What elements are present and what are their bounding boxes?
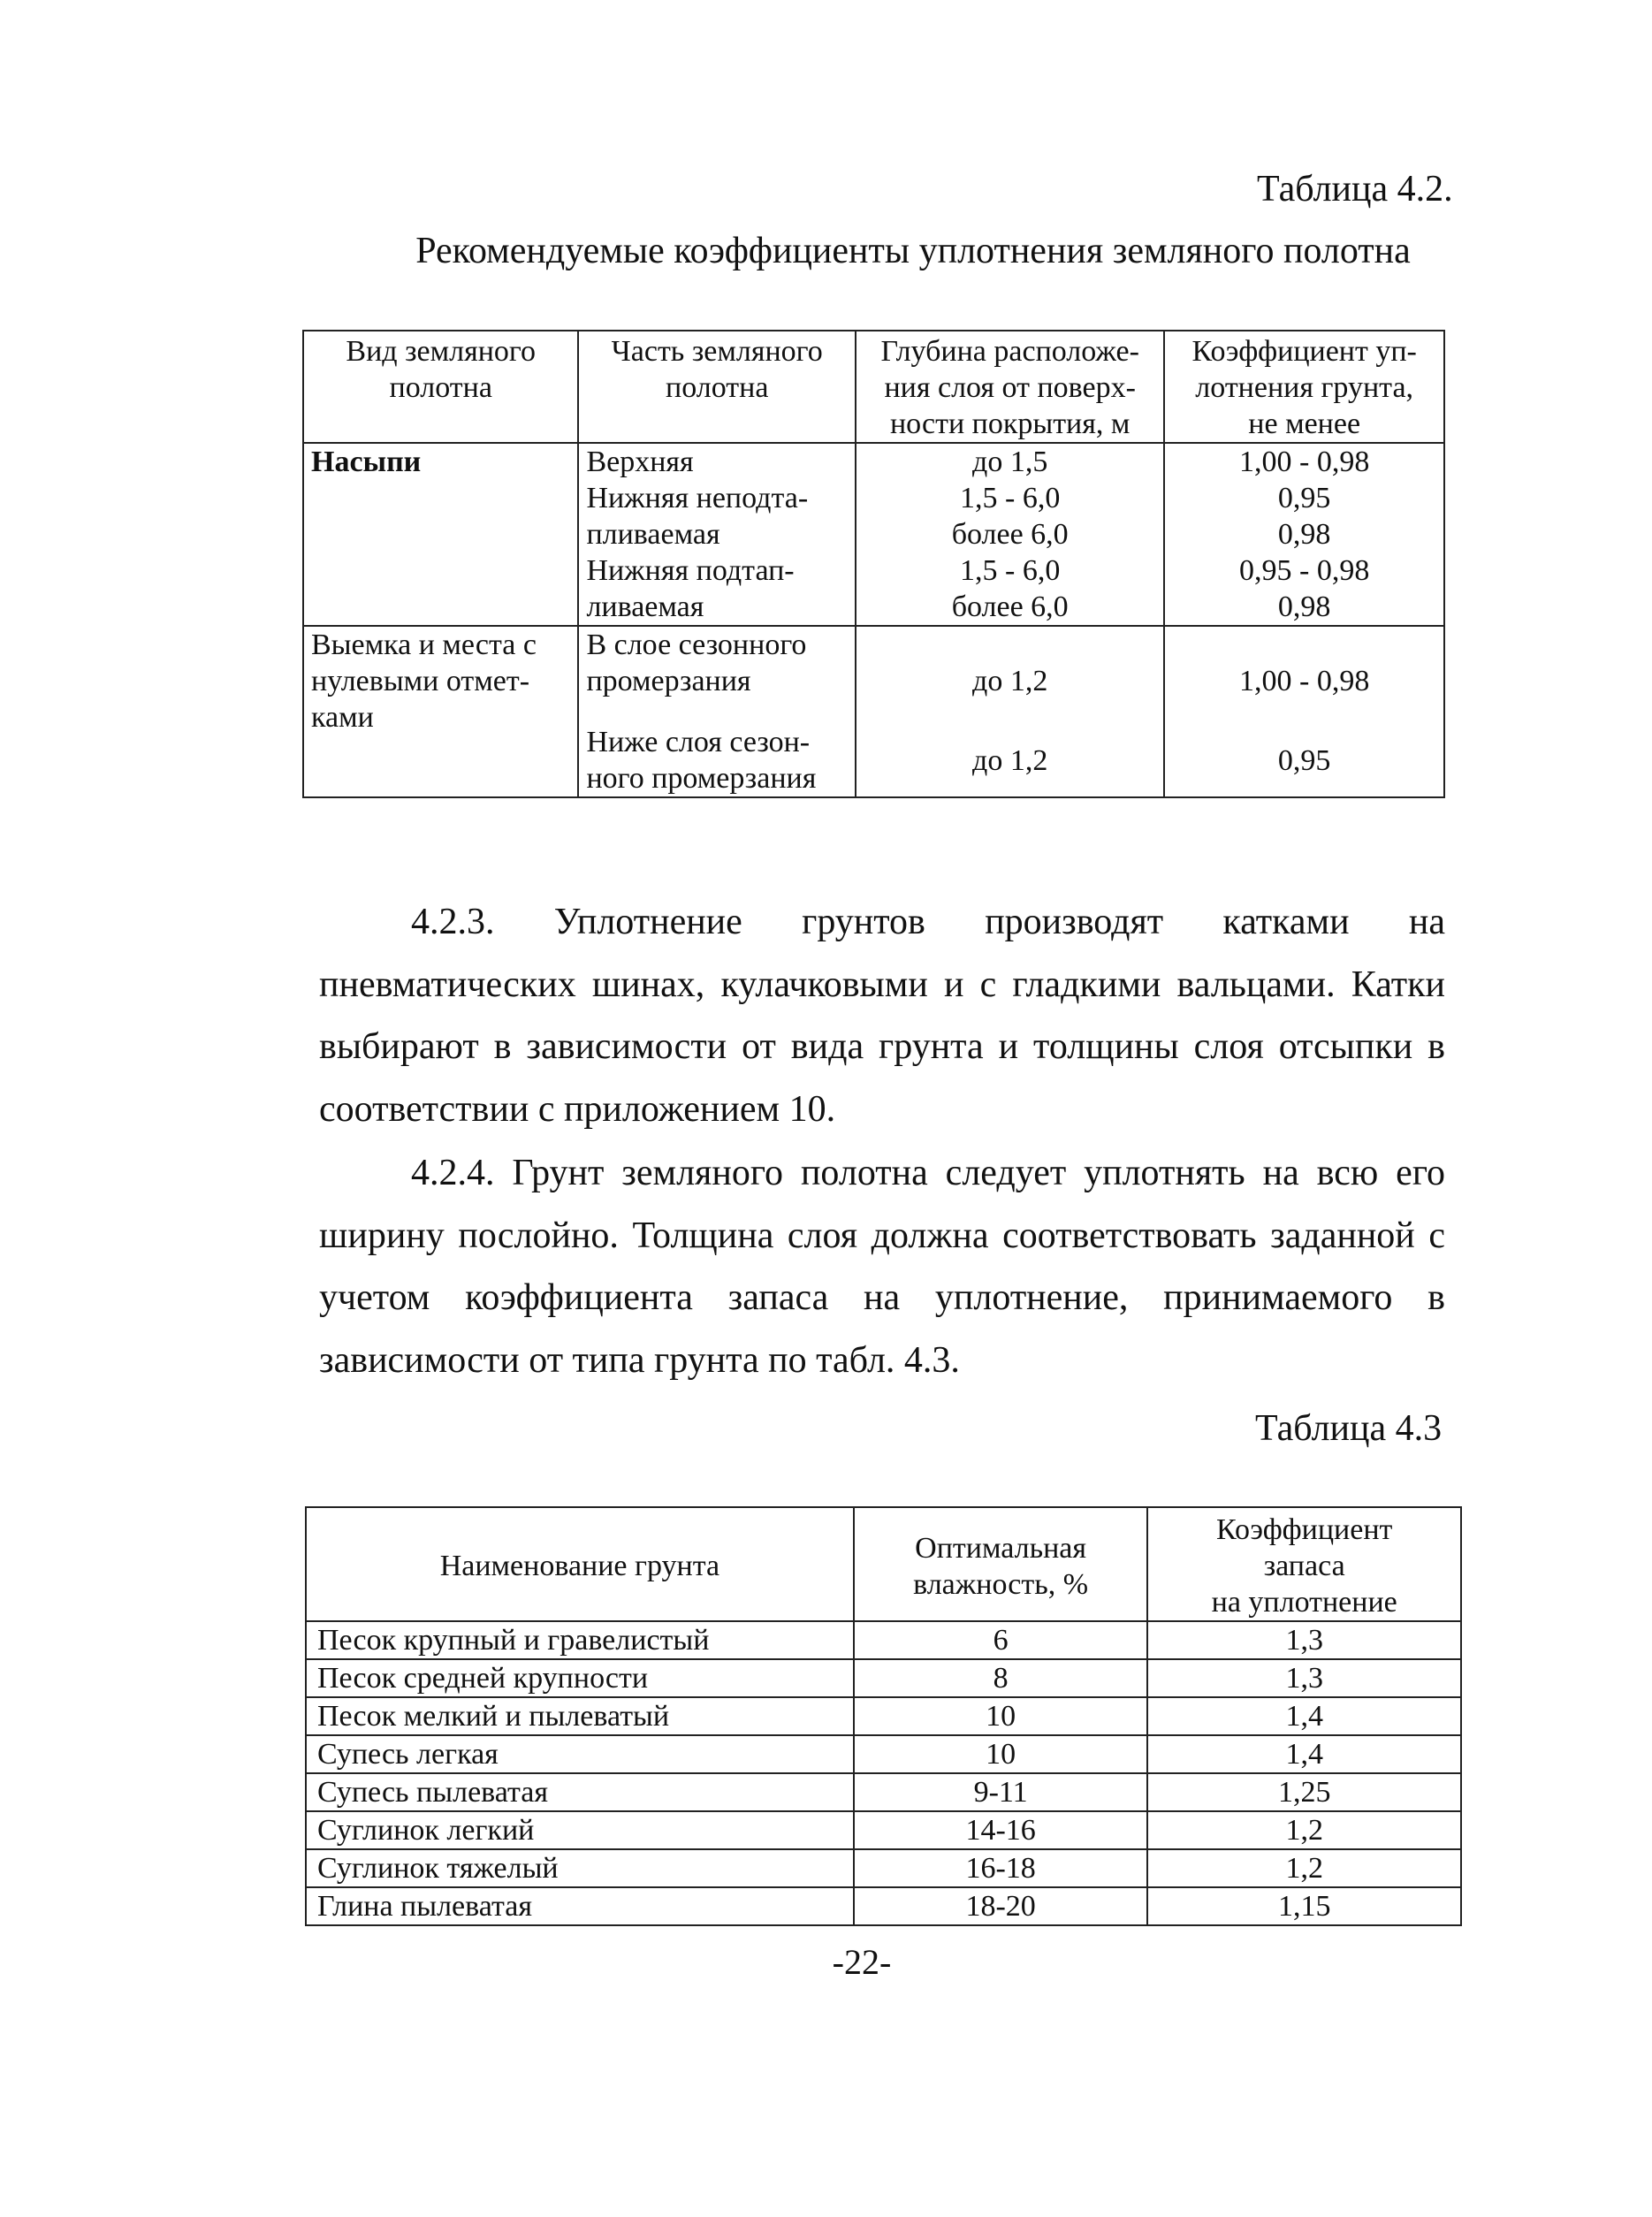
coefficient-cell: 1,00 - 0,98 <box>1164 626 1444 724</box>
moisture-cell: 16-18 <box>854 1849 1148 1887</box>
table-row <box>306 1697 1461 1735</box>
table-row <box>306 1773 1461 1811</box>
depth-cell: до 1,2 <box>856 626 1164 724</box>
table-row <box>303 443 1444 626</box>
table-4-2-caption: Таблица 4.2. <box>1257 169 1453 210</box>
coefficient-cell: 1,2 <box>1147 1849 1461 1887</box>
coefficient-cell: 1,4 <box>1147 1697 1461 1735</box>
moisture-cell: 10 <box>854 1697 1148 1735</box>
table-4-2-header-row <box>303 331 1444 443</box>
part-cell: Ниже слоя сезон- ного промерзания <box>578 724 856 797</box>
header-depth: Глубина расположе- ния слоя от поверх- ности покрытия, м <box>856 331 1164 443</box>
depth-cell: до 1,2 <box>856 724 1164 797</box>
coefficient-cell: 1,15 <box>1147 1887 1461 1925</box>
coefficient-cell: 1,2 <box>1147 1811 1461 1849</box>
part-cell: Верхняя Нижняя неподта- пливаемая Нижняя подтап- ливаемая <box>578 443 856 626</box>
table-row <box>306 1621 1461 1659</box>
part-cell: В слое сезонного промерзания <box>578 626 856 724</box>
table-4-3 <box>305 1506 1462 1926</box>
soil-name-cell: Песок средней крупности <box>306 1659 854 1697</box>
paragraph-4-2-4: 4.2.4. Грунт земляного полотна следует уплотнять на всю его ширину послойно. Толщина слоя должна соответствовать заданной с учетом коэффициента запаса на уплотнение, принимаемого в зависимости от типа грунта по табл. 4.3. <box>319 1153 1445 1381</box>
table-row <box>306 1849 1461 1887</box>
header-reserve-coefficient: Коэффициент запаса на уплотнение <box>1147 1507 1461 1621</box>
soil-name-cell: Песок крупный и гравелистый <box>306 1621 854 1659</box>
coefficient-cell: 1,4 <box>1147 1735 1461 1773</box>
table-row <box>303 626 1444 724</box>
moisture-cell: 14-16 <box>854 1811 1148 1849</box>
table-row <box>306 1887 1461 1925</box>
table-4-3-header-row <box>306 1507 1461 1621</box>
moisture-cell: 18-20 <box>854 1887 1148 1925</box>
coefficient-cell: 1,3 <box>1147 1659 1461 1697</box>
soil-name-cell: Супесь легкая <box>306 1735 854 1773</box>
moisture-cell: 8 <box>854 1659 1148 1697</box>
table-row <box>306 1735 1461 1773</box>
coefficient-cell: 1,25 <box>1147 1773 1461 1811</box>
coefficient-cell: 0,95 <box>1164 724 1444 797</box>
header-soil-type: Вид земляного полотна <box>303 331 578 443</box>
page-number: -22- <box>832 1942 892 1982</box>
table-4-3-caption: Таблица 4.3 <box>1255 1408 1443 1449</box>
header-moisture: Оптимальная влажность, % <box>854 1507 1148 1621</box>
moisture-cell: 9-11 <box>854 1773 1148 1811</box>
soil-type-embankment: Насыпи <box>303 443 578 626</box>
soil-name-cell: Суглинок легкий <box>306 1811 854 1849</box>
soil-name-cell: Супесь пылеватая <box>306 1773 854 1811</box>
paragraph-4-2-3: 4.2.3. Уплотнение грунтов производят катками на пневматических шинах, кулачковыми и с гладкими вальцами. Катки выбирают в зависимости от вида грунта и толщины слоя отсыпки в соответствии с приложением 10. <box>319 902 1445 1130</box>
soil-name-cell: Глина пылеватая <box>306 1887 854 1925</box>
soil-type-cut: Выемка и места с нулевыми отмет- ками <box>303 626 578 797</box>
soil-name-cell: Песок мелкий и пылеватый <box>306 1697 854 1735</box>
depth-cell: до 1,5 1,5 - 6,0 более 6,0 1,5 - 6,0 более 6,0 <box>856 443 1164 626</box>
table-4-2 <box>302 330 1445 798</box>
table-4-2-title: Рекомендуемые коэффициенты уплотнения земляного полотна <box>415 231 1411 271</box>
moisture-cell: 10 <box>854 1735 1148 1773</box>
header-part: Часть земляного полотна <box>578 331 856 443</box>
table-row <box>306 1811 1461 1849</box>
header-soil-name: Наименование грунта <box>306 1507 854 1621</box>
header-coefficient: Коэффициент уп- лотнения грунта, не менее <box>1164 331 1444 443</box>
soil-name-cell: Суглинок тяжелый <box>306 1849 854 1887</box>
table-row <box>306 1659 1461 1697</box>
coefficient-cell: 1,3 <box>1147 1621 1461 1659</box>
coefficient-cell: 1,00 - 0,98 0,95 0,98 0,95 - 0,98 0,98 <box>1164 443 1444 626</box>
moisture-cell: 6 <box>854 1621 1148 1659</box>
